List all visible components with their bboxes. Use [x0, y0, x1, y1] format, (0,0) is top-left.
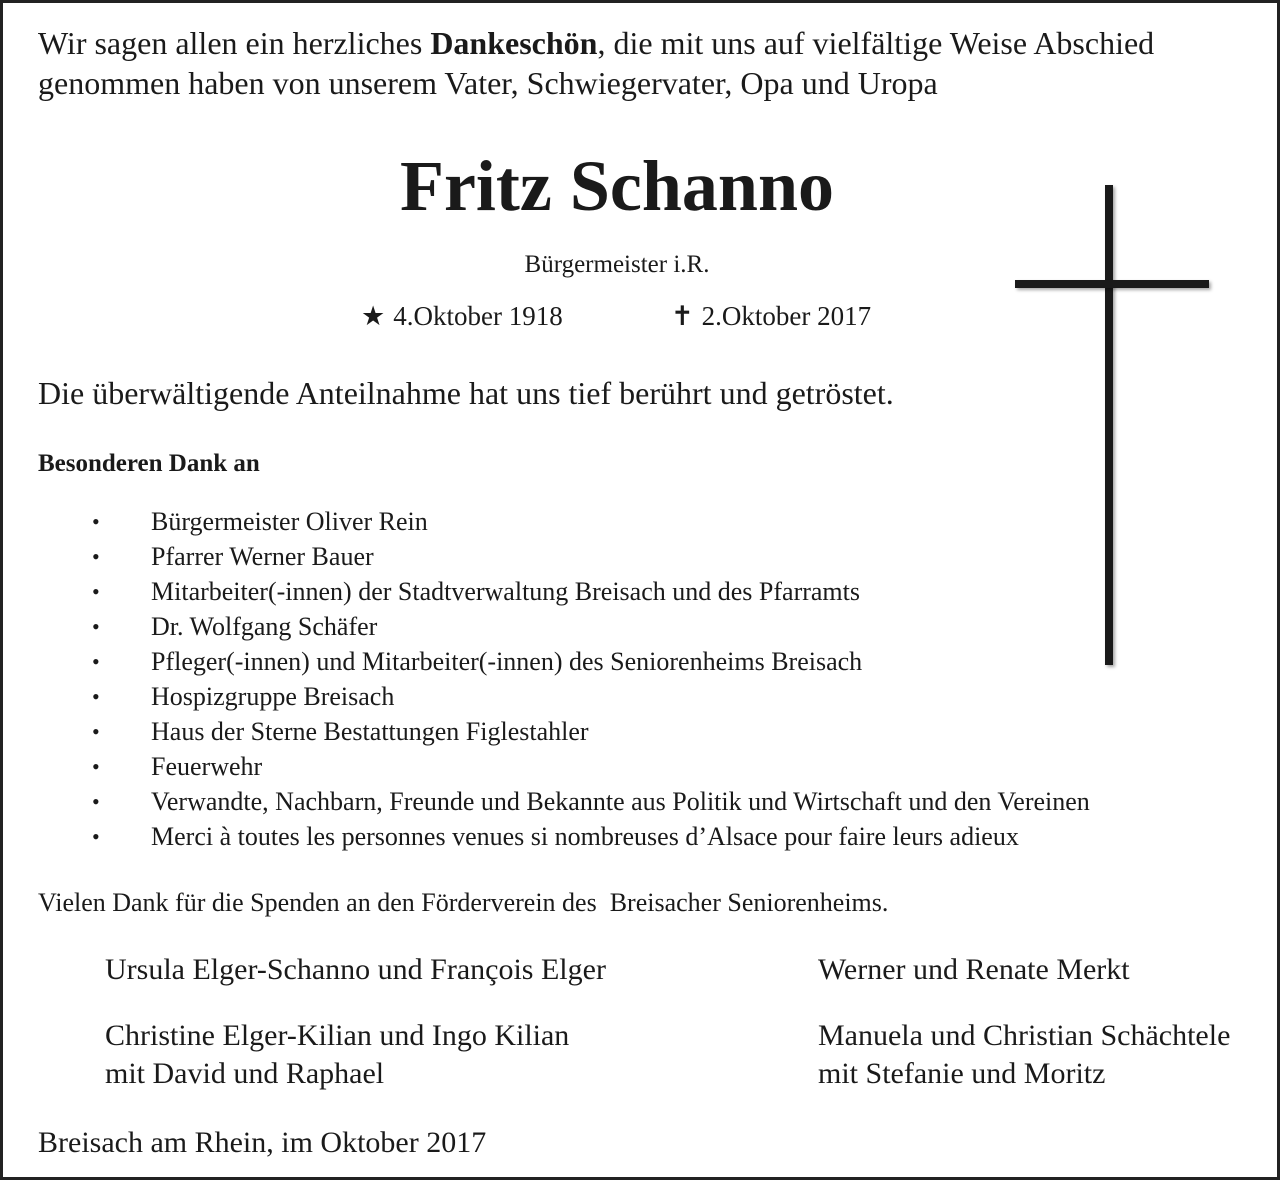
intro-text-end: , die mit uns auf vielfältige Weise Abschied genommen haben von unserem Vater, Schwiegervater, Opa und Uropa	[38, 25, 1155, 101]
cross-icon: ✝	[671, 301, 694, 331]
place-date: Breisach am Rhein, im Oktober 2017	[38, 1126, 487, 1159]
signer-line: Ursula Elger-Schanno und François Elger	[105, 953, 606, 986]
bullet-icon: •	[92, 684, 100, 709]
cross-horizontal-beam	[1015, 280, 1209, 288]
signer-line: Christine Elger-Kilian und Ingo Kilian	[105, 1019, 570, 1052]
intro-text	[38, 23, 1258, 103]
christian-cross-icon	[1015, 185, 1211, 669]
bullet-icon: •	[92, 509, 100, 534]
signer-line: Manuela und Christian Schächtele	[818, 1019, 1231, 1052]
death-date: 2.Oktober 2017	[701, 301, 872, 331]
list-item-text: Mitarbeiter(-innen) der Stadtverwaltung Breisach und des Pfarramts	[151, 577, 860, 606]
signer-group-left-1	[105, 951, 606, 989]
sympathy-text: Die überwältigende Anteilnahme hat uns tief berührt und getröstet.	[38, 375, 894, 411]
signer-line: mit David und Raphael	[105, 1057, 385, 1090]
signer-group-right-1	[818, 951, 1130, 989]
list-item-text: Haus der Sterne Bestattungen Figlestahler	[151, 717, 589, 746]
bullet-icon: •	[92, 754, 100, 779]
list-item-text: Pfarrer Werner Bauer	[151, 542, 374, 571]
list-item-text: Hospizgruppe Breisach	[151, 682, 395, 711]
bullet-icon: •	[92, 579, 100, 604]
bullet-icon: •	[92, 544, 100, 569]
list-item-text: Merci à toutes les personnes venues si nombreuses d’Alsace pour faire leurs adieux	[151, 822, 1019, 851]
birth-date-line	[361, 299, 563, 333]
death-date-line	[671, 299, 871, 333]
signer-line: mit Stefanie und Moritz	[818, 1057, 1106, 1090]
deceased-role: Bürgermeister i.R.	[524, 251, 710, 278]
signer-line: Werner und Renate Merkt	[818, 953, 1130, 986]
list-item-text: Feuerwehr	[151, 752, 263, 781]
intro-text-start: Wir sagen allen ein herzliches	[38, 25, 431, 61]
deceased-name: Fritz Schanno	[399, 146, 834, 226]
bullet-icon: •	[92, 824, 100, 849]
bullet-icon: •	[92, 614, 100, 639]
signer-group-right-2	[818, 1017, 1230, 1093]
thanks-heading: Besonderen Dank an	[38, 450, 260, 477]
star-icon: ★	[361, 301, 386, 331]
list-item-text: Bürgermeister Oliver Rein	[151, 507, 428, 536]
signer-group-left-2	[105, 1017, 569, 1093]
bullet-icon: •	[92, 649, 100, 674]
bullet-icon: •	[92, 719, 100, 744]
list-item-text: Pfleger(-innen) und Mitarbeiter(-innen) des Seniorenheims Breisach	[151, 647, 863, 676]
list-item-text: Dr. Wolfgang Schäfer	[151, 612, 378, 641]
intro-emphasis: Dankeschön	[430, 25, 598, 61]
birth-date: 4.Oktober 1918	[393, 301, 563, 331]
list-item-text: Verwandte, Nachbarn, Freunde und Bekannte aus Politik und Wirtschaft und den Vereinen	[151, 787, 1090, 816]
cross-vertical-beam	[1105, 185, 1113, 665]
bullet-icon: •	[92, 789, 100, 814]
donation-note: Vielen Dank für die Spenden an den Förderverein des Breisacher Seniorenheims.	[38, 888, 889, 917]
